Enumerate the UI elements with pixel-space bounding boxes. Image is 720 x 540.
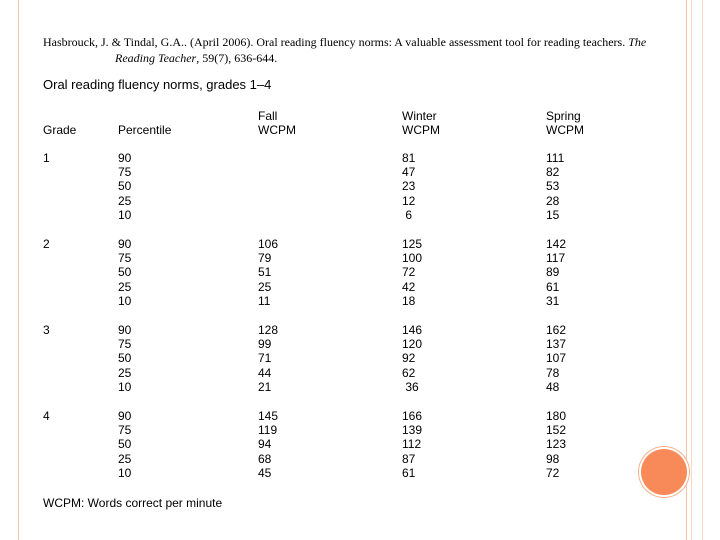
winter-cell: 166 139 112 87 61 — [402, 409, 423, 480]
grade-cell: 3 — [43, 323, 50, 337]
percentile-cell: 90 75 50 25 10 — [118, 237, 132, 308]
fall-cell: 128 99 71 44 21 — [258, 323, 279, 394]
fall-cell: 145 119 94 68 45 — [258, 409, 279, 480]
fall-cell: 106 79 51 25 11 — [258, 237, 279, 308]
header-winter: Winter WCPM — [402, 109, 440, 138]
spring-cell: 111 82 53 28 15 — [546, 151, 565, 222]
footnote: WCPM: Words correct per minute — [43, 496, 223, 510]
spring-cell: 180 152 123 98 72 — [546, 409, 567, 480]
spring-cell: 142 117 89 61 31 — [546, 237, 567, 308]
winter-cell: 125 100 72 42 18 — [402, 237, 423, 308]
header-percentile: Percentile — [118, 123, 172, 137]
grade-cell: 4 — [43, 409, 50, 423]
grade-cell: 2 — [43, 237, 50, 251]
citation-journal: Reading Teacher — [115, 51, 197, 65]
winter-cell: 81 47 23 12 6 — [402, 151, 416, 222]
winter-cell: 146 120 92 62 36 — [402, 323, 423, 394]
header-fall: Fall WCPM — [258, 109, 296, 138]
table-title: Oral reading fluency norms, grades 1–4 — [43, 77, 272, 92]
citation — [43, 34, 673, 66]
decorative-circle — [641, 449, 687, 495]
grade-cell: 1 — [43, 151, 50, 165]
percentile-cell: 90 75 50 25 10 — [118, 151, 132, 222]
header-spring: Spring WCPM — [546, 109, 584, 138]
citation-text: Hasbrouck, J. & Tindal, G.A.. (April 2006). Oral reading fluency norms: A valuable assessment tool for reading teachers. — [43, 35, 629, 49]
header-grade: Grade — [43, 123, 77, 137]
percentile-cell: 90 75 50 25 10 — [118, 323, 132, 394]
spring-cell: 162 137 107 78 48 — [546, 323, 567, 394]
citation-volume: , 59(7), 636-644. — [196, 51, 278, 65]
citation-journal-part: The — [628, 35, 647, 49]
slide-frame-accent — [691, 0, 703, 540]
percentile-cell: 90 75 50 25 10 — [118, 409, 132, 480]
